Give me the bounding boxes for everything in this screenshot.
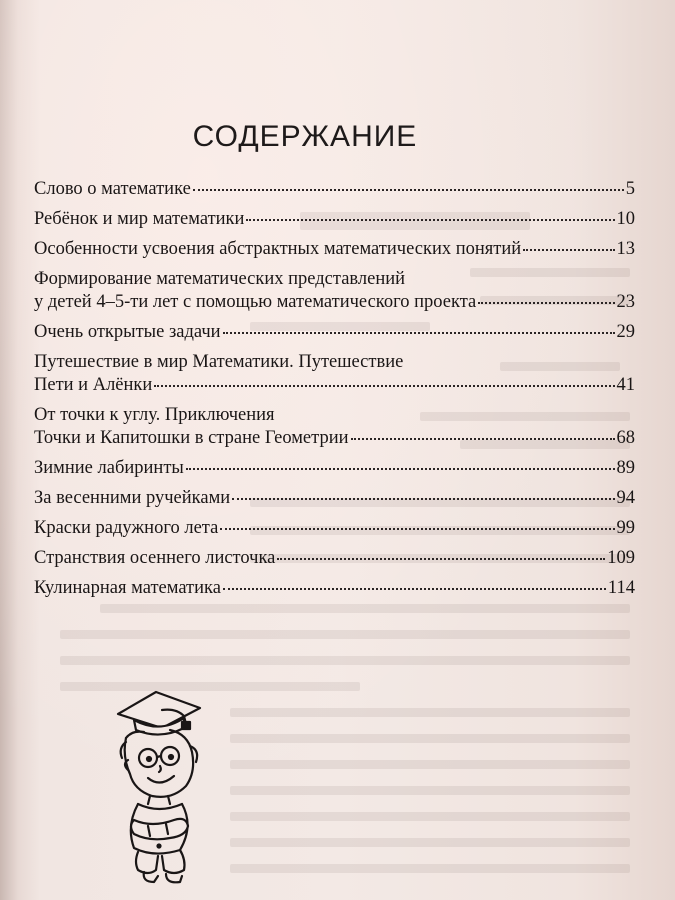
toc-entry-line bbox=[34, 427, 635, 450]
toc-entry bbox=[34, 321, 635, 344]
toc-entry bbox=[34, 487, 635, 510]
toc-page-number: 10 bbox=[616, 209, 635, 229]
toc-page-number: 68 bbox=[616, 428, 635, 448]
toc-entry-title-line: От точки к углу. Приключения bbox=[34, 405, 275, 425]
toc-page-number: 5 bbox=[625, 179, 635, 199]
toc-entry-title: у детей 4–5-ти лет с помощью математического проекта bbox=[34, 292, 477, 312]
toc-entry-line bbox=[34, 208, 635, 231]
toc-entry bbox=[34, 577, 635, 600]
toc-entry-line bbox=[34, 374, 635, 397]
toc-entry-title: За весенними ручейками bbox=[34, 488, 231, 508]
toc-entry-line bbox=[34, 238, 635, 261]
toc-page-number: 114 bbox=[607, 578, 635, 598]
toc-entry-title: Краски радужного лета bbox=[34, 518, 219, 538]
toc-entry-title: Зимние лабиринты bbox=[34, 458, 184, 478]
toc-entry-line bbox=[34, 321, 635, 344]
toc-entry-line bbox=[34, 457, 635, 480]
toc-entry-line bbox=[34, 291, 635, 314]
toc-entry-line bbox=[34, 547, 635, 570]
page-title: СОДЕРЖАНИЕ bbox=[192, 120, 418, 154]
toc-entry-line bbox=[34, 517, 635, 540]
toc-entry-line bbox=[34, 577, 635, 600]
toc-entry-title: Точки и Капитошки в стране Геометрии bbox=[34, 428, 349, 448]
toc-entry bbox=[34, 457, 635, 480]
toc-entry-title: Особенности усвоения абстрактных математических понятий bbox=[34, 239, 522, 259]
toc-entry-title-line: Формирование математических представлений bbox=[34, 269, 406, 289]
toc-entry bbox=[34, 351, 635, 397]
dot-leader bbox=[478, 302, 614, 304]
dot-leader bbox=[223, 588, 606, 590]
toc-entry-line bbox=[34, 178, 635, 201]
graduate-girl-mascot bbox=[104, 686, 214, 886]
toc-entry bbox=[34, 404, 635, 450]
toc-entry bbox=[34, 178, 635, 201]
dot-leader bbox=[220, 528, 614, 530]
dot-leader bbox=[223, 332, 615, 334]
table-of-contents bbox=[34, 178, 635, 607]
toc-page-number: 13 bbox=[616, 239, 635, 259]
toc-page-number: 89 bbox=[616, 458, 635, 478]
toc-page-number: 109 bbox=[607, 548, 635, 568]
toc-entry-title: Кулинарная математика bbox=[34, 578, 221, 598]
toc-entry bbox=[34, 268, 635, 314]
toc-page-number: 41 bbox=[616, 375, 635, 395]
toc-entry-line bbox=[34, 487, 635, 510]
toc-entry-title: Очень открытые задачи bbox=[34, 322, 221, 342]
toc-entry-title-line: Путешествие в мир Математики. Путешествие bbox=[34, 352, 404, 372]
dot-leader bbox=[193, 189, 624, 191]
toc-entry bbox=[34, 208, 635, 231]
toc-entry-title: Пети и Алёнки bbox=[34, 375, 153, 395]
dot-leader bbox=[277, 558, 605, 560]
dot-leader bbox=[232, 498, 614, 500]
dot-leader bbox=[246, 219, 614, 221]
toc-page-number: 99 bbox=[616, 518, 635, 538]
toc-page-number: 29 bbox=[616, 322, 635, 342]
toc-entry bbox=[34, 517, 635, 540]
toc-entry bbox=[34, 547, 635, 570]
toc-entry-title: Слово о математике bbox=[34, 179, 191, 199]
toc-page-number: 23 bbox=[616, 292, 635, 312]
dot-leader bbox=[351, 438, 615, 440]
toc-entry-title: Ребёнок и мир математики bbox=[34, 209, 245, 229]
toc-page-number: 94 bbox=[616, 488, 635, 508]
dot-leader bbox=[154, 385, 614, 387]
toc-entry-title: Странствия осеннего листочка bbox=[34, 548, 276, 568]
dot-leader bbox=[186, 468, 615, 470]
toc-entry bbox=[34, 238, 635, 261]
dot-leader bbox=[523, 249, 614, 251]
